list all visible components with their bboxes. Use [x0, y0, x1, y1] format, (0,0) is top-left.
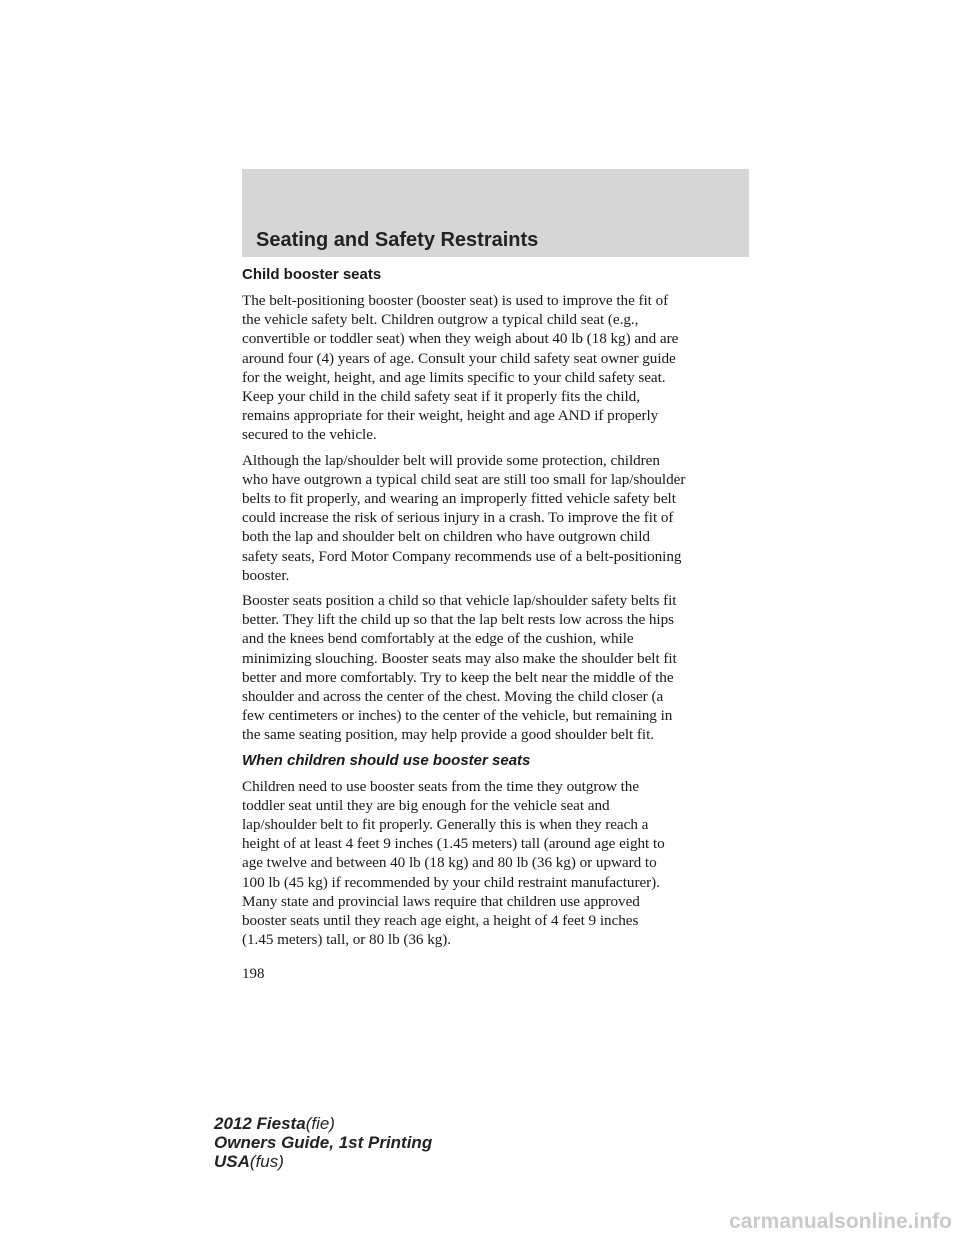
footer-guide-edition: Owners Guide, 1st Printing — [214, 1133, 433, 1152]
text-line: booster seats until they reach age eight, a height of 4 feet 9 inches — [242, 912, 639, 930]
paragraph — [242, 451, 754, 585]
text-line: safety seats, Ford Motor Company recommends use of a belt-positioning — [242, 547, 682, 565]
document-footer — [214, 1114, 432, 1171]
text-line: for the weight, height, and age limits specific to your child safety seat. — [242, 368, 666, 386]
text-line: minimizing slouching. Booster seats may also make the shoulder belt fit — [242, 649, 677, 667]
text-line: Children need to use booster seats from the time they outgrow the — [242, 777, 640, 795]
text-line: convertible or toddler seat) when they weigh about 40 lb (18 kg) and are — [242, 330, 679, 348]
text-line: (1.45 meters) tall, or 80 lb (36 kg). — [242, 931, 452, 949]
text-line: better. They lift the child up so that the lap belt rests low across the hips — [242, 611, 674, 629]
text-line: shoulder and across the center of the chest. Moving the child closer (a — [242, 688, 664, 706]
section-title: Seating and Safety Restraints — [256, 229, 539, 251]
text-line: 100 lb (45 kg) if recommended by your child restraint manufacturer). — [242, 873, 660, 891]
text-line: around four (4) years of age. Consult your child safety seat owner guide — [242, 349, 676, 367]
footer-line-market — [214, 1152, 432, 1171]
text-line: lap/shoulder belt to fit properly. Generally this is when they reach a — [242, 816, 649, 834]
paragraph — [242, 591, 754, 745]
footer-line-model — [214, 1114, 432, 1133]
text-line: Keep your child in the child safety seat if it properly fits the child, — [242, 388, 640, 406]
text-line: Many state and provincial laws require that children use approved — [242, 892, 640, 910]
text-line: height of at least 4 feet 9 inches (1.45 meters) tall (around age eight to — [242, 835, 665, 853]
footer-market-code: (fus) — [249, 1152, 284, 1171]
page-number: 198 — [242, 966, 265, 982]
site-watermark: carmanualsonline.info — [729, 1210, 952, 1233]
paragraph — [242, 291, 754, 445]
text-line: better and more comfortably. Try to keep the belt near the middle of the — [242, 668, 674, 686]
text-line: remains appropriate for their weight, height and age AND if properly — [242, 407, 659, 425]
text-line: both the lap and shoulder belt on children who have outgrown child — [242, 528, 650, 546]
paragraph — [242, 777, 754, 950]
footer-model-code: (fie) — [305, 1114, 335, 1133]
text-line: secured to the vehicle. — [242, 426, 377, 444]
text-line: toddler seat until they are big enough for the vehicle seat and — [242, 796, 610, 814]
text-line: Although the lap/shoulder belt will provide some protection, children — [242, 451, 660, 469]
heading-when-to-use-booster-seats: When children should use booster seats — [242, 751, 531, 769]
text-line: Booster seats position a child so that vehicle lap/shoulder safety belts fit — [242, 592, 677, 610]
text-line: who have outgrown a typical child seat are still too small for lap/shoulder — [242, 470, 686, 488]
text-line: booster. — [242, 566, 290, 584]
text-line: the same seating position, may help provide a good shoulder belt fit. — [242, 726, 655, 744]
text-line: The belt-positioning booster (booster seat) is used to improve the fit of — [242, 292, 669, 309]
text-line: age twelve and between 40 lb (18 kg) and 80 lb (36 kg) or upward to — [242, 854, 657, 872]
text-line: the vehicle safety belt. Children outgrow a typical child seat (e.g., — [242, 311, 639, 329]
heading-child-booster-seats: Child booster seats — [242, 266, 382, 283]
page-content — [242, 265, 754, 956]
text-line: could increase the risk of serious injury in a crash. To improve the fit of — [242, 509, 674, 527]
text-line: and the knees bend comfortably at the edge of the cushion, while — [242, 630, 634, 648]
text-line: few centimeters or inches) to the center of the vehicle, but remaining in — [242, 707, 673, 725]
footer-model-year: 2012 Fiesta — [214, 1114, 306, 1133]
footer-market: USA — [214, 1152, 250, 1171]
text-line: belts to fit properly, and wearing an improperly fitted vehicle safety belt — [242, 490, 676, 508]
